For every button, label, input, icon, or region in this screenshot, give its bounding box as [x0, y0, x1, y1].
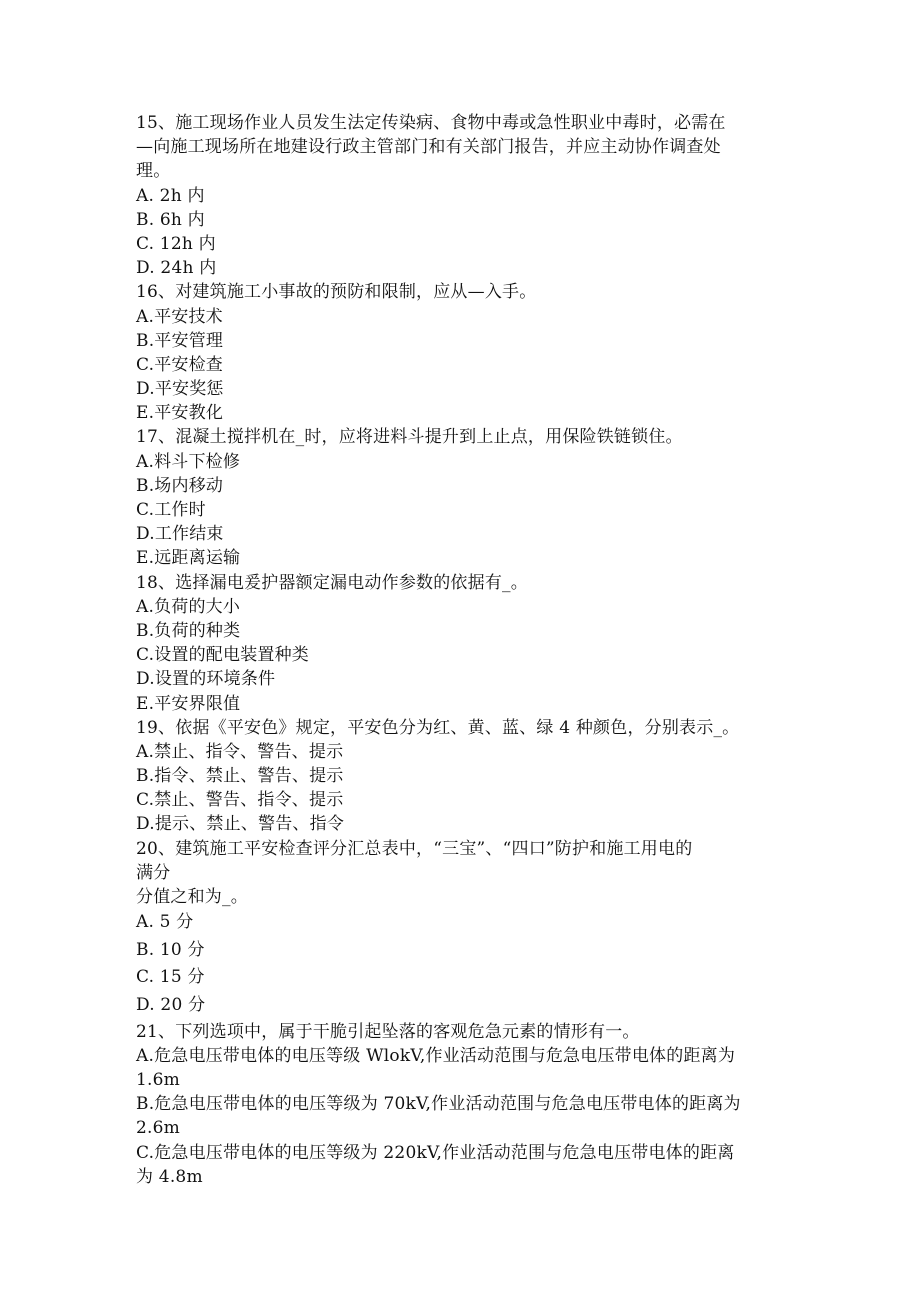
option-d: D.平安奖惩	[136, 379, 224, 400]
question-text: 17、混凝土搅拌机在_时，应将进料斗提升到上止点，用保险铁链锁住。	[136, 427, 683, 448]
option-b: B. 6h 内	[136, 209, 205, 230]
question-text: —向施工现场所在地建设行政主管部门和有关部门报告，并应主动协作调查处	[136, 137, 721, 158]
option-d: D. 24h 内	[136, 258, 217, 279]
option-c: C.工作时	[136, 500, 206, 520]
option-d: D. 20 分	[136, 994, 206, 1015]
question-text: 21、下列选项中，属于干脆引起坠落的客观危急元素的情形有一。	[136, 1021, 640, 1042]
question-21	[136, 1020, 786, 1189]
option-c: C. 12h 内	[136, 233, 216, 254]
question-17	[136, 425, 786, 570]
option-b: B.平安管理	[136, 330, 224, 351]
option-e: E.平安界限值	[136, 693, 241, 714]
option-c-continued: 为 4.8m	[136, 1166, 203, 1187]
option-b: B.负荷的种类	[136, 620, 241, 641]
question-text: 满分	[136, 862, 171, 883]
question-19	[136, 716, 786, 837]
option-b: B. 10 分	[136, 939, 205, 960]
option-a: A.料斗下检修	[136, 451, 241, 472]
question-18	[136, 571, 786, 716]
question-text: 19、依据《平安色》规定，平安色分为红、黄、蓝、绿 4 种颜色，分别表示_。	[136, 717, 740, 738]
option-d: D.工作结束	[136, 524, 224, 545]
question-16	[136, 280, 786, 425]
option-d: D.设置的环境条件	[136, 669, 276, 690]
option-c: C.设置的配电装置种类	[136, 645, 310, 666]
question-text: 分值之和为_。	[136, 887, 248, 907]
option-c: C.危急电压带电体的电压等级为 220kV,作业活动范围与危急电压带电体的距离	[136, 1142, 735, 1163]
option-a: A. 5 分	[136, 912, 194, 933]
option-e: E.平安教化	[136, 403, 224, 424]
question-text: 18、选择漏电爰护器额定漏电动作参数的依据有_。	[136, 572, 528, 593]
question-text: 20、建筑施工平安检查评分汇总表中，“三宝”、“四口”防护和施工用电的	[136, 838, 693, 859]
option-d: D.提示、禁止、警告、指令	[136, 814, 345, 835]
option-a: A.负荷的大小	[136, 596, 241, 617]
option-a: A.禁止、指令、警告、提示	[136, 741, 344, 762]
option-c: C.平安检查	[136, 354, 224, 375]
option-a: A.平安技术	[136, 306, 223, 327]
option-b-continued: 2.6m	[136, 1118, 180, 1139]
option-c: C. 15 分	[136, 967, 205, 988]
question-text: 理。	[136, 161, 171, 182]
question-20	[136, 837, 786, 1020]
option-c: C.禁止、警告、指令、提示	[136, 790, 344, 811]
option-b: B.危急电压带电体的电压等级为 70kV,作业活动范围与危急电压带电体的距离为	[136, 1094, 741, 1115]
question-list	[136, 111, 786, 1189]
option-b: B.场内移动	[136, 475, 224, 496]
question-text: 15、施工现场作业人员发生法定传染病、食物中毒或急性职业中毒时，必需在	[136, 113, 726, 133]
option-b: B.指令、禁止、警告、提示	[136, 766, 344, 787]
option-a: A. 2h 内	[136, 185, 205, 206]
option-e: E.远距离运输	[136, 548, 241, 569]
question-text: 16、对建筑施工小事故的预防和限制，应从—入手。	[136, 282, 537, 303]
option-a: A.危急电压带电体的电压等级 WlokV,作业活动范围与危急电压带电体的距离为	[136, 1045, 736, 1066]
question-15	[136, 111, 786, 280]
option-a-continued: 1.6m	[136, 1069, 180, 1090]
